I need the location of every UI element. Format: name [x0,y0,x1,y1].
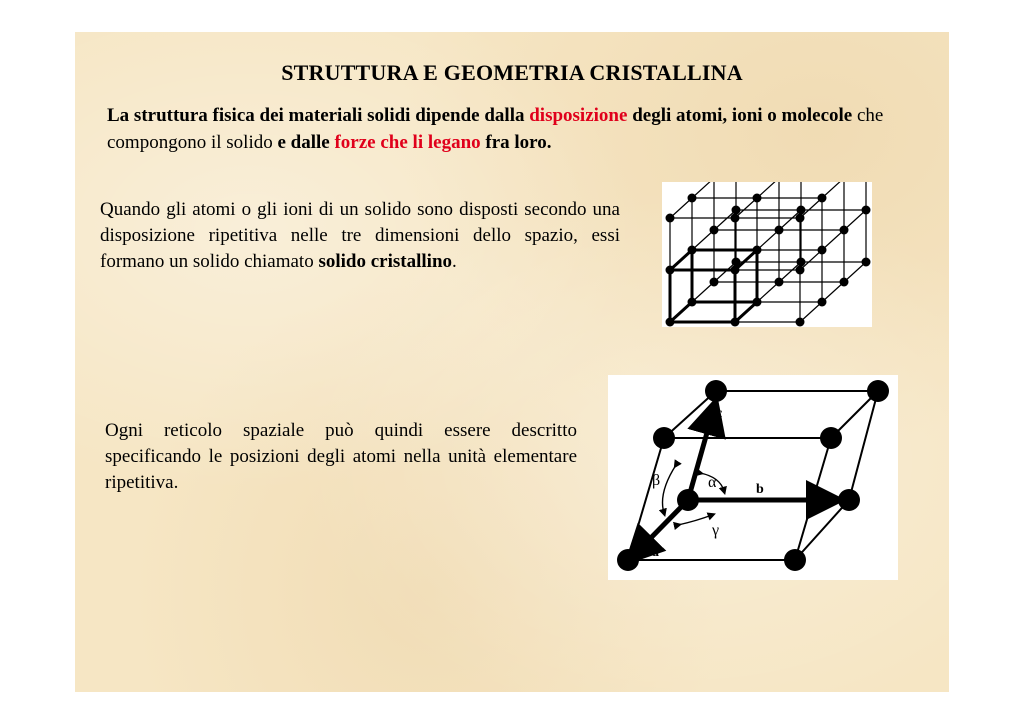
lattice-atom [796,318,805,327]
atom [677,489,699,511]
lattice-atom [732,258,741,267]
lattice-atom [797,206,806,215]
slide [75,32,949,692]
lattice-atom [731,266,740,275]
lattice-atom [731,318,740,327]
label-gamma: γ [712,522,720,539]
lattice-atom [753,194,762,203]
intro-highlight-disposizione: disposizione [529,105,628,126]
lattice-atom [710,226,719,235]
lattice-atom [753,298,762,307]
paragraph1-end: . [452,251,457,272]
lattice-atom [818,246,827,255]
lattice-atom [688,298,697,307]
lattice-atom [710,278,719,287]
label-alpha: α [708,474,717,491]
intro-part1: La struttura fisica dei materiali solidi dipende dalla [107,105,530,126]
lattice-atom [818,298,827,307]
label-a: a [652,545,659,560]
atom [653,427,675,449]
lattice-atom [862,258,871,267]
atom [838,489,860,511]
lattice-atom [688,246,697,255]
atom [705,380,727,402]
lattice-atom [666,214,675,223]
paragraph1-bold-term: solido cristallino [318,251,453,272]
lattice-atom [688,194,697,203]
paragraph1-text: Quando gli atomi o gli ioni di un solido sono disposti secondo una disposizione ripetitiva nelle tre dimensioni dello spazio, essi formano un solido chiamato [100,199,620,272]
space-lattice-svg [662,182,872,327]
unit-cell-edges [628,391,878,560]
label-b: b [756,482,764,497]
lattice-atom [666,266,675,275]
intro-part5: fra loro. [480,132,552,153]
lattice-atom [840,226,849,235]
lattice-atom [840,278,849,287]
unit-cell-svg [608,375,898,580]
intro-highlight-forze: forze che li legano [334,132,481,153]
lattice-atom [818,194,827,203]
lattice-atom [796,214,805,223]
slide-title: STRUTTURA E GEOMETRIA CRISTALLINA [281,60,743,85]
intro-paragraph [107,102,897,156]
intro-part3: che compongono il solido [107,105,884,153]
atom [820,427,842,449]
lattice-atom [732,206,741,215]
intro-part2: degli atomi, ioni o molecole [627,105,853,126]
lattice-atom [796,266,805,275]
atom [867,380,889,402]
lattice-atom [775,278,784,287]
lattice-atom [731,214,740,223]
atom [784,549,806,571]
label-c: c [716,406,723,421]
paragraph2-text: Ogni reticolo spaziale può quindi essere descritto specificando le posizioni degli atomi nella unità elementare ripetitiva. [105,420,577,493]
lattice-atom [862,206,871,215]
atom [617,549,639,571]
unit-cell-figure [608,375,898,580]
lattice-atom [775,226,784,235]
intro-part4: e dalle [277,132,335,153]
crystalline-solid-paragraph [100,197,620,275]
lattice-atom [753,246,762,255]
lattice-atom [666,318,675,327]
label-beta: β [652,472,661,489]
space-lattice-figure [662,182,872,327]
lattice-atom [797,258,806,267]
unit-cell-paragraph [105,418,577,496]
